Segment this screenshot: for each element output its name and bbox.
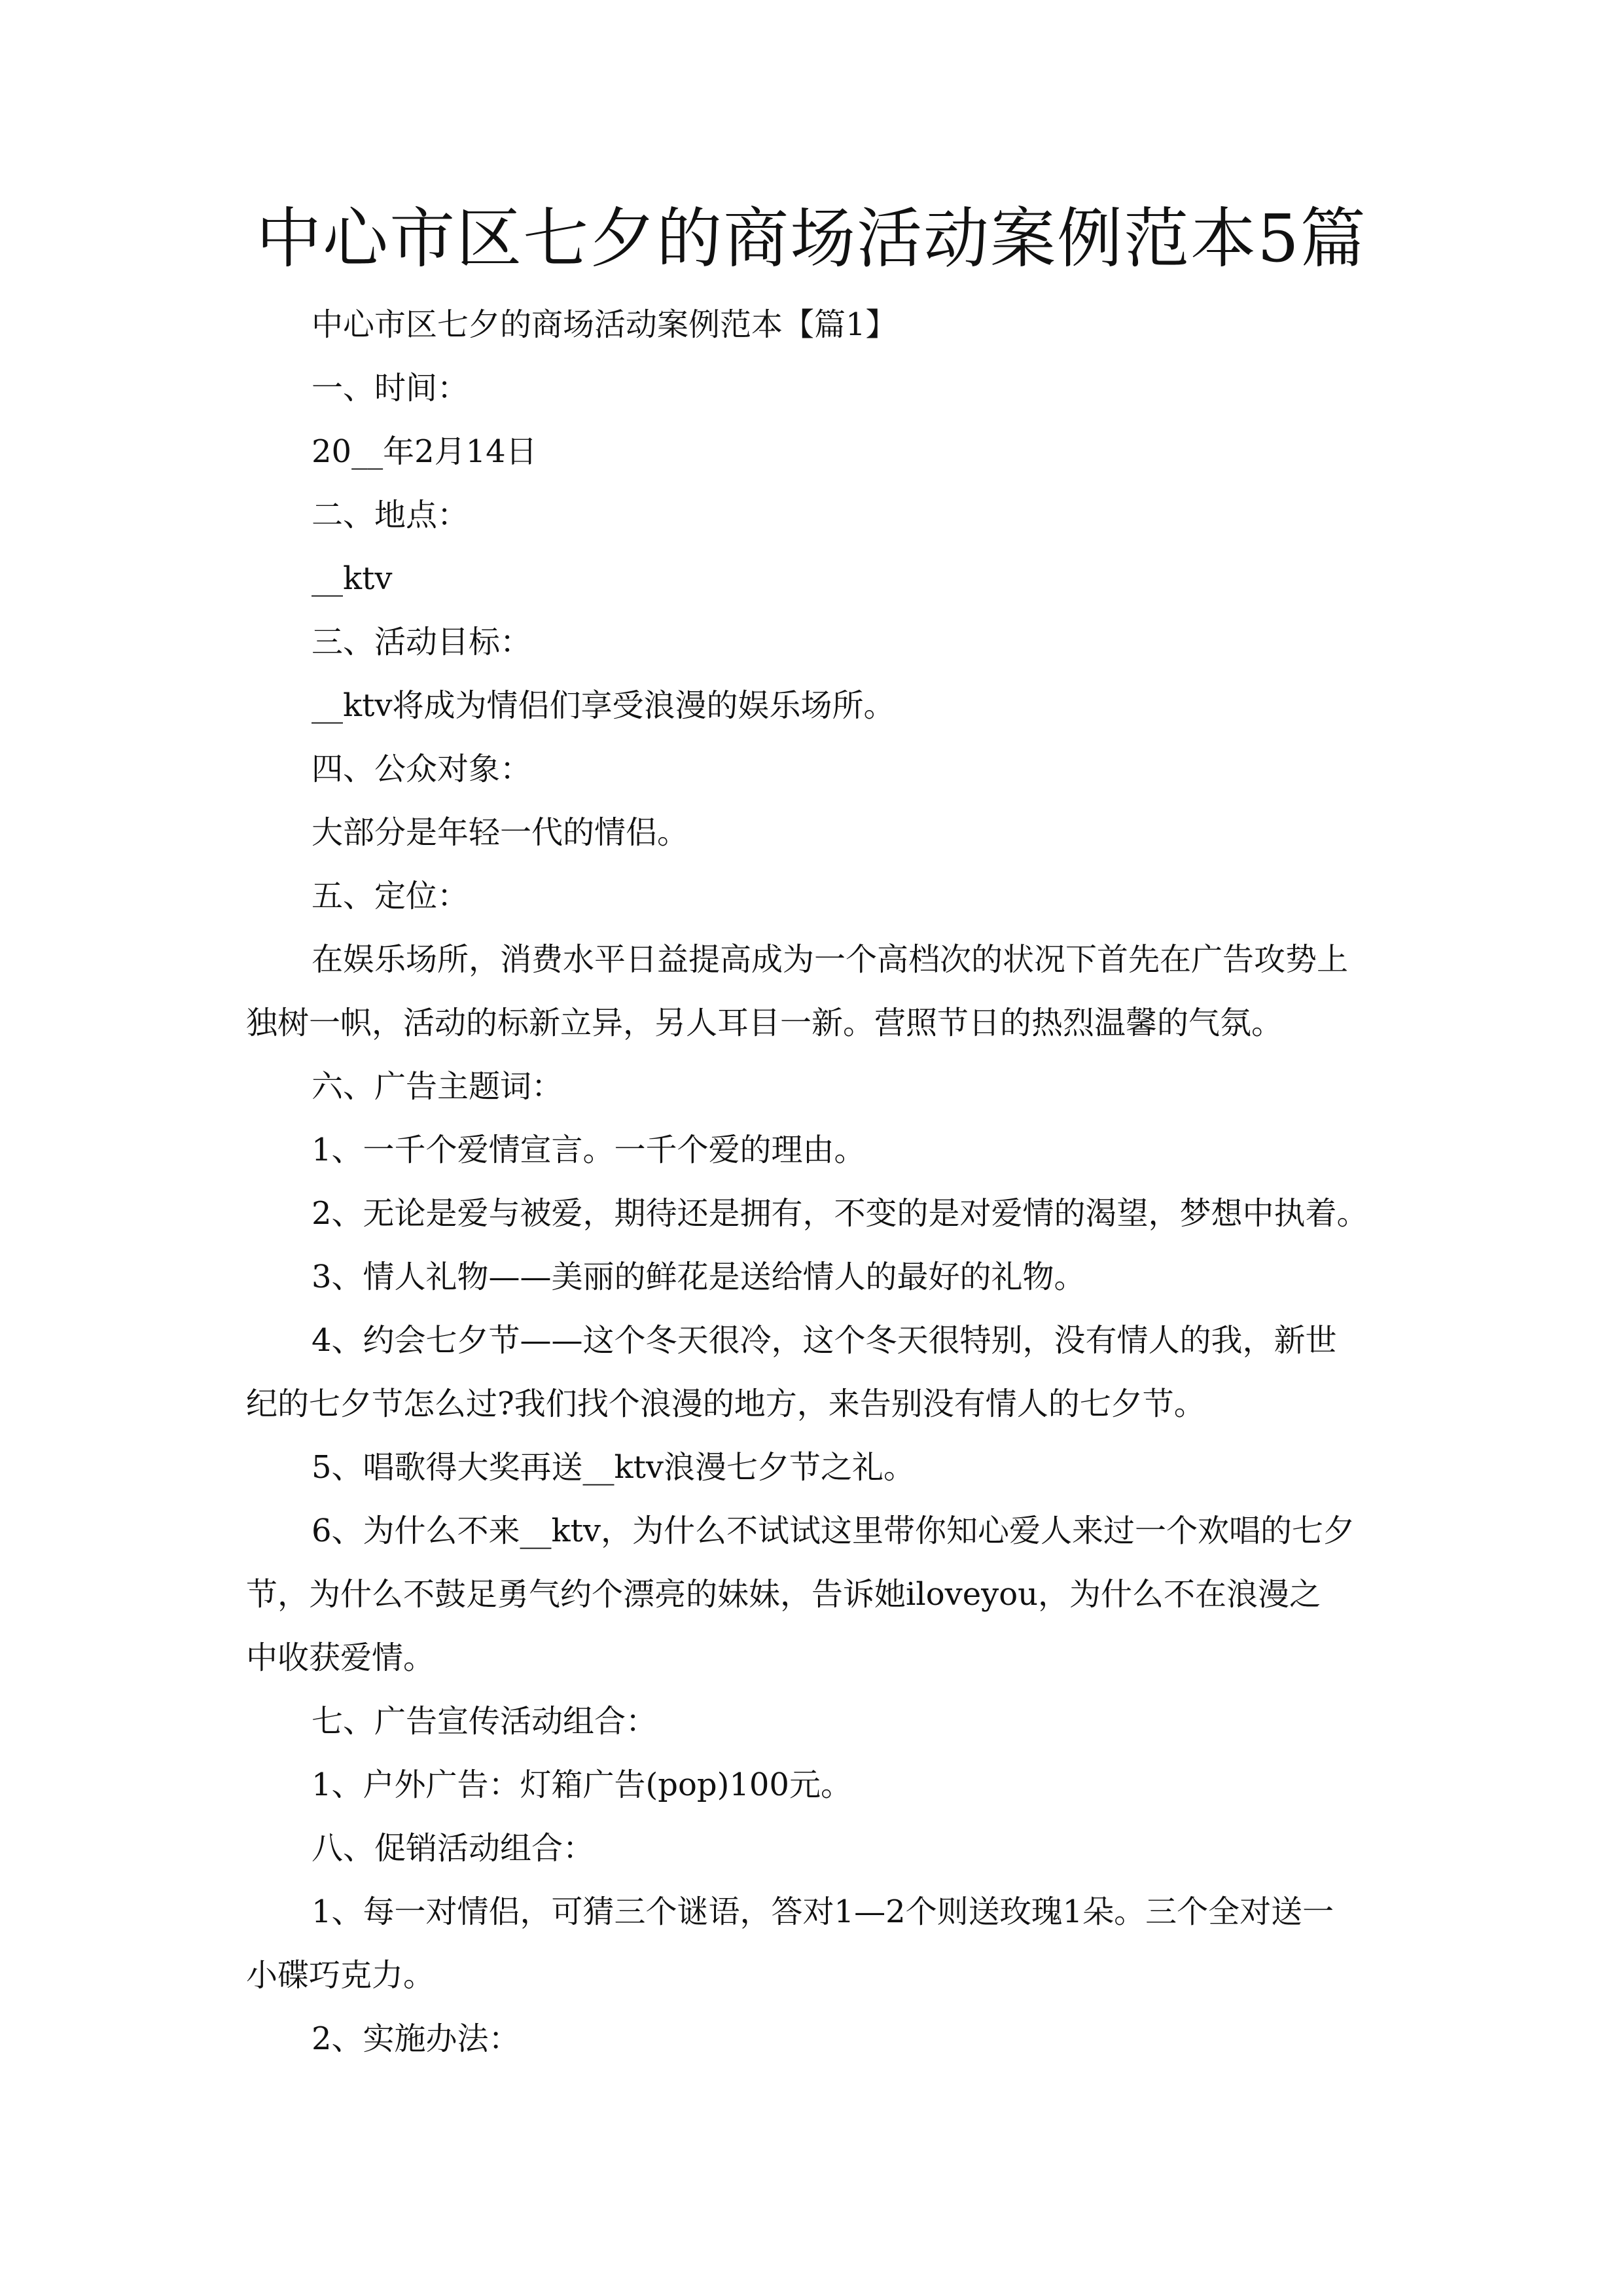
paragraph: __ktv: [312, 560, 393, 597]
paragraph: 八、促销活动组合：: [312, 1830, 595, 1867]
paragraph: 一、时间：: [312, 370, 469, 406]
paragraph: 五、定位：: [312, 878, 469, 914]
section-heading: 中心市区七夕的商场活动案例范本【篇1】: [312, 306, 897, 343]
paragraph: 2、无论是爱与被爱，期待还是拥有，不变的是对爱情的渴望，梦想中执着。: [312, 1195, 1368, 1232]
paragraph: 6、为什么不来__ktv，为什么不试试这里带你知心爱人来过一个欢唱的七夕: [312, 1513, 1355, 1549]
paragraph: 大部分是年轻一代的情侣。: [312, 814, 689, 851]
paragraph: 在娱乐场所，消费水平日益提高成为一个高档次的状况下首先在广告攻势上: [312, 941, 1349, 978]
paragraph-continuation: 小碟巧克力。: [246, 1957, 435, 1994]
paragraph: 1、一千个爱情宣言。一千个爱的理由。: [312, 1132, 866, 1168]
paragraph: 4、约会七夕节——这个冬天很冷，这个冬天很特别，没有情人的我，新世: [312, 1322, 1337, 1359]
paragraph-continuation: 中收获爱情。: [246, 1640, 435, 1676]
paragraph-continuation: 纪的七夕节怎么过?我们找个浪漫的地方，来告别没有情人的七夕节。: [246, 1386, 1205, 1422]
document-title: 中心市区七夕的商场活动案例范本5篇: [256, 200, 1367, 277]
paragraph-continuation: 节，为什么不鼓足勇气约个漂亮的妹妹，告诉她iloveyou，为什么不在浪漫之: [246, 1576, 1321, 1613]
paragraph: 1、户外广告：灯箱广告(pop)100元。: [312, 1767, 852, 1803]
paragraph: __ktv将成为情侣们享受浪漫的娱乐场所。: [312, 687, 895, 724]
paragraph: 5、唱歌得大奖再送__ktv浪漫七夕节之礼。: [312, 1449, 916, 1486]
paragraph: 2、实施办法：: [312, 2020, 520, 2057]
paragraph-continuation: 独树一帜，活动的标新立异，另人耳目一新。营照节日的热烈温馨的气氛。: [246, 1005, 1283, 1041]
paragraph: 3、情人礼物——美丽的鲜花是送给情人的最好的礼物。: [312, 1259, 1086, 1295]
paragraph: 二、地点：: [312, 497, 469, 533]
paragraph: 1、每一对情侣，可猜三个谜语，答对1—2个则送玫瑰1朵。三个全对送一: [312, 1893, 1334, 1930]
paragraph: 四、公众对象：: [312, 751, 532, 787]
document-body: [246, 293, 1398, 2071]
paragraph: 七、广告宣传活动组合：: [312, 1703, 658, 1740]
paragraph: 三、活动目标：: [312, 624, 532, 660]
paragraph: 20__年2月14日: [312, 433, 537, 470]
paragraph: 六、广告主题词：: [312, 1068, 563, 1105]
